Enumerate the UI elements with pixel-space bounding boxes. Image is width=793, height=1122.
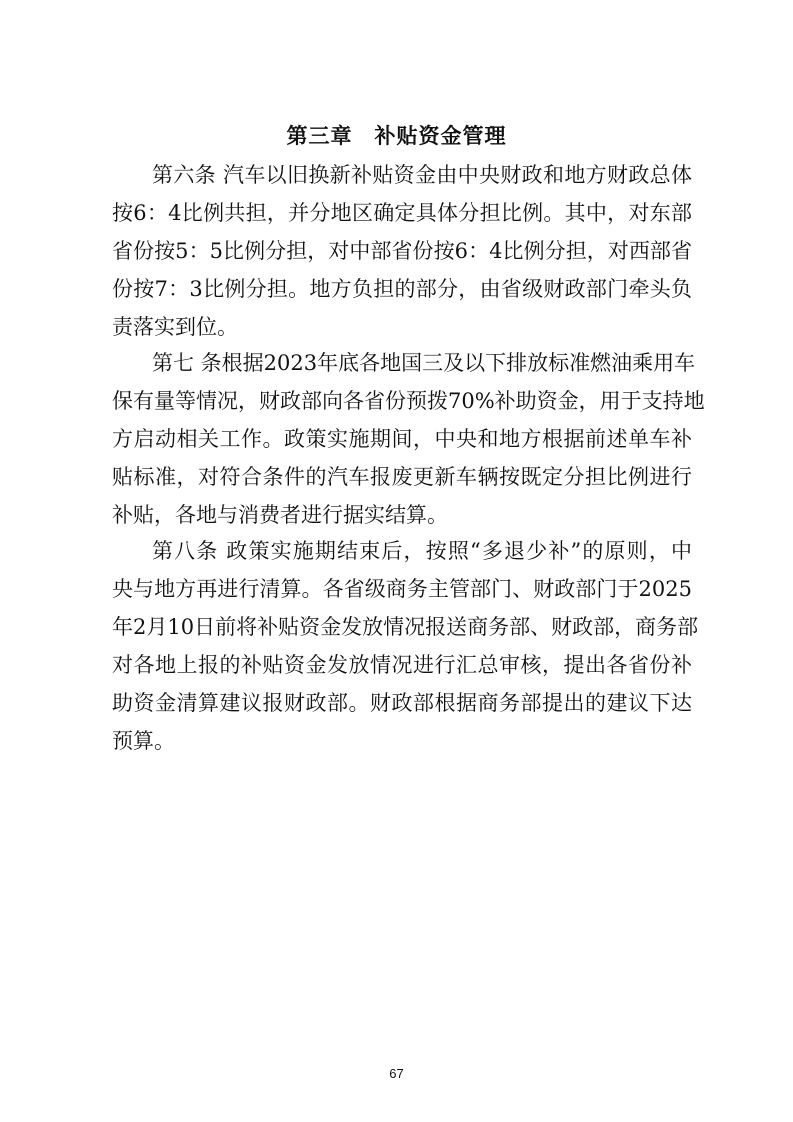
article-6-line-3: 省份按5：5比例分担，对中部省份按6：4比例分担，对西部省 (112, 239, 692, 263)
article-8-line-3: 年2月10日前将补贴资金发放情况报送商务部、财政部，商务部 (112, 615, 699, 639)
article-7-line-1: 第七 条根据2023年底各地国三及以下排放标准燃油乘用车 (152, 351, 696, 375)
article-6-line-2: 按6：4比例共担，并分地区确定具体分担比例。其中，对东部 (112, 201, 692, 225)
article-7-line-3: 方启动相关工作。政策实施期间，中央和地方根据前述单车补 (112, 427, 692, 451)
article-7-line-2: 保有量等情况，财政部向各省份预拨70%补助资金，用于支持地 (112, 389, 705, 413)
article-6-line-4: 份按7：3比例分担。地方负担的部分，由省级财政部门牵头负 (112, 277, 692, 301)
article-7-line-5: 补贴，各地与消费者进行据实结算。 (112, 503, 448, 527)
article-6-line-5: 责落实到位。 (112, 315, 238, 339)
article-6 (112, 156, 692, 346)
article-8-line-6: 预算。 (112, 729, 175, 753)
article-8 (112, 532, 699, 760)
article-7-line-4: 贴标准，对符合条件的汽车报废更新车辆按既定分担比例进行 (112, 465, 692, 489)
article-8-line-5: 助资金清算建议报财政部。财政部根据商务部提出的建议下达 (112, 691, 692, 715)
article-8-line-2: 央与地方再进行清算。各省级商务主管部门、财政部门于2025 (112, 577, 692, 601)
article-8-line-4: 对各地上报的补贴资金发放情况进行汇总审核，提出各省份补 (112, 653, 692, 677)
chapter-title: 第三章 补贴资金管理 (286, 124, 507, 148)
page-number: 67 (389, 1066, 404, 1081)
article-6-line-1: 第六条 汽车以旧换新补贴资金由中央财政和地方财政总体 (152, 163, 692, 187)
article-8-line-1: 第八条 政策实施期结束后，按照“多退少补”的原则，中 (152, 539, 692, 563)
article-7 (112, 344, 705, 534)
